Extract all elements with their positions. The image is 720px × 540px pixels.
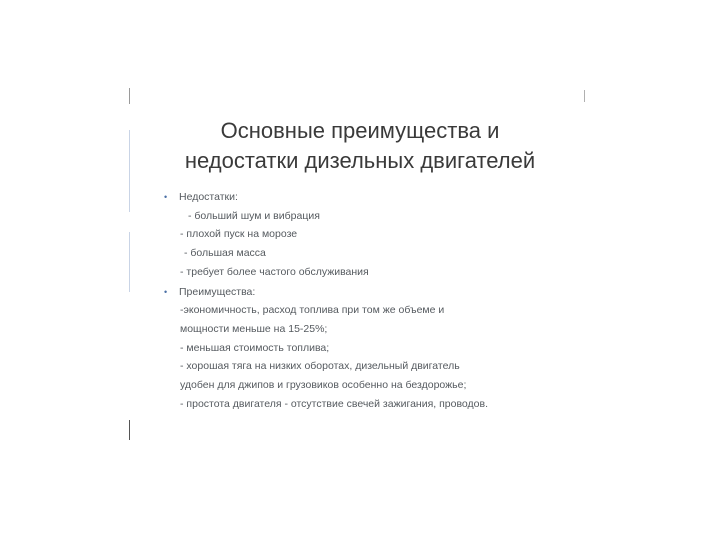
slide-title-line-1: Основные преимущества и xyxy=(220,118,500,143)
slide-left-edge-mark xyxy=(129,420,130,440)
advantages-heading xyxy=(164,283,584,302)
advantages-heading-text: Преимущества: xyxy=(179,285,256,298)
advantage-line: - хорошая тяга на низких оборотах, дизельный двигатель xyxy=(180,360,460,373)
slide-title-line-2: недостатки дизельных двигателей xyxy=(184,148,536,173)
disadvantage-item: - больший шум и вибрация xyxy=(188,209,320,222)
slide-right-edge-mark xyxy=(584,90,585,102)
advantage-line: - простота двигателя - отсутствие свечей зажигания, проводов. xyxy=(180,397,488,410)
disadvantage-item: - плохой пуск на морозе xyxy=(180,228,298,241)
bullet-icon: • xyxy=(164,192,168,202)
slide-left-edge-mark xyxy=(129,232,130,292)
advantage-line: -экономичность, расход топлива при том же объеме и xyxy=(180,304,445,317)
bullet-icon: • xyxy=(164,286,168,297)
advantage-line: мощности меньше на 15-25%; xyxy=(180,322,328,335)
disadvantages-heading xyxy=(164,188,584,207)
disadvantage-item: - требует более частого обслуживания xyxy=(180,265,369,278)
disadvantages-heading-text: Недостатки: xyxy=(179,191,238,203)
disadvantage-item: - большая масса xyxy=(184,247,266,260)
slide-body xyxy=(164,188,584,413)
slide-title xyxy=(140,116,580,176)
slide-left-edge-mark xyxy=(129,88,130,104)
advantage-line: - меньшая стоимость топлива; xyxy=(180,341,330,354)
slide-left-edge-mark xyxy=(129,130,130,212)
advantage-line: удобен для джипов и грузовиков особенно на бездорожье; xyxy=(180,379,467,392)
